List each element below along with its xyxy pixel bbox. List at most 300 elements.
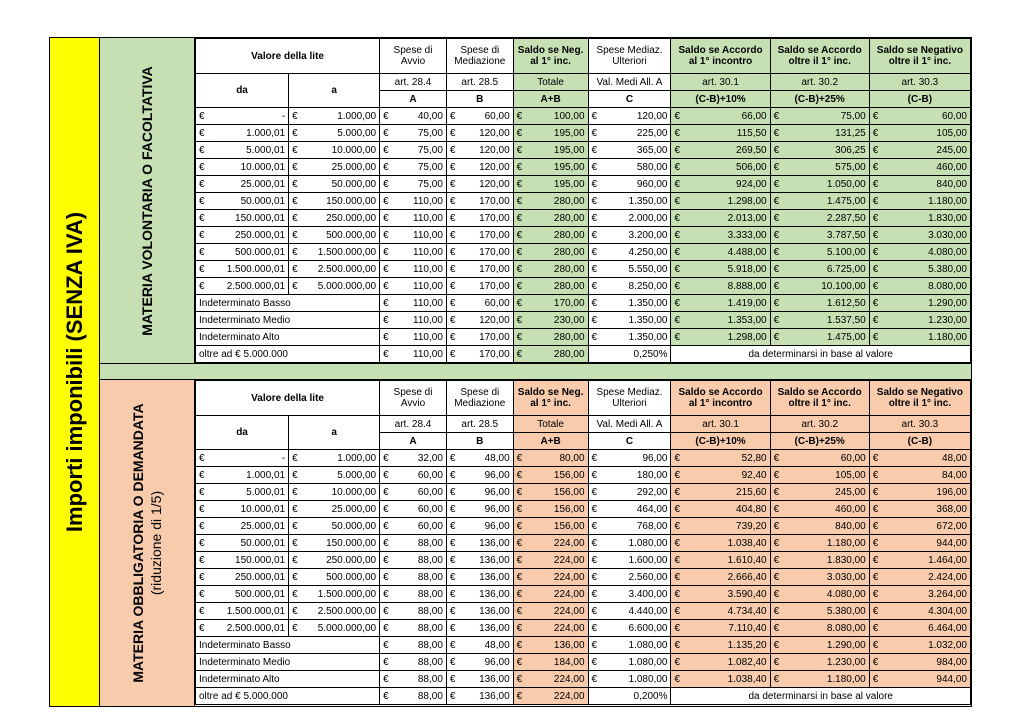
value-cell <box>513 518 588 535</box>
value-cell <box>289 176 380 193</box>
value-cell <box>671 278 770 295</box>
currency-symbol: € <box>292 588 298 600</box>
amount: 365,00 <box>636 144 668 156</box>
currency-symbol: € <box>383 690 389 702</box>
currency-symbol: € <box>292 178 298 190</box>
value-cell <box>513 329 588 346</box>
amount: 131,25 <box>835 127 866 139</box>
amount: 306,25 <box>835 144 866 156</box>
currency-symbol: € <box>872 246 879 258</box>
value-cell <box>671 535 770 552</box>
currency-symbol: € <box>674 246 681 258</box>
value-cell <box>671 312 770 329</box>
currency-symbol: € <box>872 486 879 498</box>
amount: 224,00 <box>553 554 585 566</box>
value-cell <box>446 244 513 261</box>
currency-symbol: € <box>591 263 598 275</box>
currency-symbol: € <box>674 314 681 326</box>
currency-symbol: € <box>449 229 456 241</box>
value-cell <box>869 535 970 552</box>
currency-symbol: € <box>591 639 598 651</box>
header-formula: (C-B) <box>869 433 970 450</box>
currency-symbol: € <box>674 144 681 156</box>
value-cell <box>770 278 869 295</box>
currency-symbol: € <box>199 280 205 292</box>
value-cell <box>869 569 970 586</box>
header-row <box>196 381 971 416</box>
currency-symbol: € <box>449 314 456 326</box>
currency-symbol: € <box>199 229 205 241</box>
value-cell <box>446 552 513 569</box>
currency-symbol: € <box>292 452 298 464</box>
value-cell <box>671 654 770 671</box>
amount: 500.000,00 <box>326 571 377 583</box>
value-cell <box>446 312 513 329</box>
currency-symbol: € <box>872 195 879 207</box>
table-row <box>196 278 971 295</box>
value-cell <box>380 518 447 535</box>
amount: 1.000,00 <box>337 110 377 122</box>
value-cell <box>380 535 447 552</box>
value-cell <box>196 535 289 552</box>
value-cell <box>770 637 869 654</box>
header-formula: (C-B)+10% <box>671 91 770 108</box>
value-cell <box>380 346 447 363</box>
amount: 500.000,01 <box>235 588 286 600</box>
amount: 110,00 <box>413 331 443 343</box>
currency-symbol: € <box>674 639 681 651</box>
value-cell <box>671 467 770 484</box>
value-cell <box>380 467 447 484</box>
section-label-top <box>100 38 195 363</box>
amount: 10.000,01 <box>240 503 286 515</box>
section-top-title: MATERIA VOLONTARIA O FACOLTATIVA <box>139 65 155 336</box>
main-title: Importi imponibili (SENZA IVA) <box>62 211 87 533</box>
amount: 1.290,00 <box>826 639 866 651</box>
header-formula: B <box>446 91 513 108</box>
currency-symbol: € <box>516 195 523 207</box>
table-row-indeterminato <box>196 295 971 312</box>
value-cell <box>380 484 447 501</box>
value-cell <box>588 312 671 329</box>
amount: 10.000,00 <box>331 144 377 156</box>
amount: 1.050,00 <box>826 178 866 190</box>
fee-schedule-document <box>49 37 972 707</box>
amount: 120,00 <box>479 144 510 156</box>
value-cell <box>588 620 671 637</box>
amount: 1.038,40 <box>727 537 767 549</box>
header-spese-avvio-line1: Spese di <box>393 45 433 56</box>
currency-symbol: € <box>449 280 456 292</box>
currency-symbol: € <box>199 263 205 275</box>
currency-symbol: € <box>516 520 523 532</box>
amount: 224,00 <box>553 537 585 549</box>
amount: 88,00 <box>417 605 443 617</box>
header-saldo-acc2-line2: oltre il 1° inc. <box>788 398 851 409</box>
value-cell <box>446 125 513 142</box>
currency-symbol: € <box>199 212 205 224</box>
currency-symbol: € <box>516 212 523 224</box>
currency-symbol: € <box>199 469 205 481</box>
amount: 1.298,00 <box>727 195 767 207</box>
currency-symbol: € <box>383 246 389 258</box>
header-saldo-neg <box>513 381 588 416</box>
header-article: Totale <box>513 74 588 91</box>
header-spese-mediaz-line2: Ulteriori <box>612 398 647 409</box>
currency-symbol: € <box>292 537 298 549</box>
amount: 48,00 <box>941 452 967 464</box>
value-cell <box>513 176 588 193</box>
currency-symbol: € <box>872 452 879 464</box>
amount: 52,80 <box>741 452 767 464</box>
currency-symbol: € <box>872 537 879 549</box>
section-separator <box>100 363 971 380</box>
value-cell <box>289 518 380 535</box>
amount: 156,00 <box>553 503 585 515</box>
header-valore-lite: Valore della lite <box>196 381 380 416</box>
value-cell <box>380 586 447 603</box>
currency-symbol: € <box>591 656 598 668</box>
currency-symbol: € <box>773 622 780 634</box>
currency-symbol: € <box>773 195 780 207</box>
table-row <box>196 193 971 210</box>
currency-symbol: € <box>449 588 456 600</box>
header-article: art. 28.5 <box>446 416 513 433</box>
currency-symbol: € <box>872 656 879 668</box>
currency-symbol: € <box>383 195 389 207</box>
currency-symbol: € <box>773 212 780 224</box>
value-cell <box>446 467 513 484</box>
currency-symbol: € <box>199 520 205 532</box>
currency-symbol: € <box>292 127 298 139</box>
currency-symbol: € <box>383 263 389 275</box>
value-cell <box>869 518 970 535</box>
value-cell <box>196 569 289 586</box>
value-cell <box>588 108 671 125</box>
header-spese-mediaz-line2: Ulteriori <box>612 56 647 67</box>
amount: 1.500.000,00 <box>317 246 377 258</box>
currency-symbol: € <box>674 110 681 122</box>
value-cell <box>869 586 970 603</box>
amount: 75,00 <box>417 178 443 190</box>
currency-symbol: € <box>449 263 456 275</box>
currency-symbol: € <box>872 554 879 566</box>
table-row <box>196 501 971 518</box>
amount: 2.000,00 <box>628 212 668 224</box>
currency-symbol: € <box>773 110 780 122</box>
header-formula: (C-B)+25% <box>770 91 869 108</box>
amount: 195,00 <box>553 144 585 156</box>
currency-symbol: € <box>674 469 681 481</box>
currency-symbol: € <box>449 348 456 360</box>
table-row <box>196 227 971 244</box>
amount: 80,00 <box>559 452 585 464</box>
amount: 3.400,00 <box>628 588 668 600</box>
amount: 280,00 <box>553 348 585 360</box>
amount: 1.180,00 <box>928 331 967 343</box>
currency-symbol: € <box>383 229 389 241</box>
header-saldo-neg2-line1: Saldo se Negativo <box>876 45 963 56</box>
amount: 75,00 <box>417 127 443 139</box>
currency-symbol: € <box>516 639 523 651</box>
value-cell <box>770 484 869 501</box>
value-cell <box>671 518 770 535</box>
currency-symbol: € <box>383 554 389 566</box>
currency-symbol: € <box>449 673 456 685</box>
value-cell <box>588 227 671 244</box>
amount: 224,00 <box>553 605 585 617</box>
header-formula: (C-B)+25% <box>770 433 869 450</box>
header-article: art. 30.2 <box>770 416 869 433</box>
currency-symbol: € <box>591 605 598 617</box>
currency-symbol: € <box>516 144 523 156</box>
value-cell <box>446 620 513 637</box>
value-cell <box>446 295 513 312</box>
value-cell <box>289 450 380 467</box>
currency-symbol: € <box>516 110 523 122</box>
value-cell <box>513 125 588 142</box>
section-label-bottom <box>100 380 195 706</box>
currency-symbol: € <box>199 127 205 139</box>
value-cell <box>513 278 588 295</box>
currency-symbol: € <box>383 110 389 122</box>
amount: 5.000,00 <box>337 469 377 481</box>
table-row <box>196 620 971 637</box>
currency-symbol: € <box>292 554 298 566</box>
value-cell <box>289 501 380 518</box>
value-cell <box>869 501 970 518</box>
currency-symbol: € <box>292 280 298 292</box>
amount: 150.000,01 <box>235 212 286 224</box>
currency-symbol: € <box>516 537 523 549</box>
currency-symbol: € <box>516 503 523 515</box>
header-spese-med-line2: Mediazione <box>454 56 506 67</box>
currency-symbol: € <box>872 588 879 600</box>
amount: 25.000,00 <box>331 161 377 173</box>
amount: 150.000,01 <box>235 554 286 566</box>
currency-symbol: € <box>516 690 523 702</box>
amount: 250.000,00 <box>326 212 377 224</box>
amount: 280,00 <box>553 263 585 275</box>
header-saldo-neg <box>513 39 588 74</box>
currency-symbol: € <box>516 297 523 309</box>
currency-symbol: € <box>674 178 681 190</box>
amount: 230,00 <box>553 314 585 326</box>
value-cell <box>770 329 869 346</box>
value-cell <box>671 484 770 501</box>
amount: 110,00 <box>413 195 443 207</box>
table-row-indeterminato <box>196 637 971 654</box>
value-cell <box>513 637 588 654</box>
header-row <box>196 416 971 433</box>
amount: 269,50 <box>736 144 767 156</box>
table-row <box>196 603 971 620</box>
percent-cell: 0,250% <box>588 346 671 363</box>
amount: 1.000,01 <box>246 469 286 481</box>
value-cell <box>671 637 770 654</box>
table-row <box>196 261 971 278</box>
amount: 224,00 <box>553 571 585 583</box>
header-saldo-acc2-line1: Saldo se Accordo <box>777 45 862 56</box>
value-cell <box>380 176 447 193</box>
currency-symbol: € <box>674 297 681 309</box>
header-spese-med-line2: Mediazione <box>454 398 506 409</box>
currency-symbol: € <box>383 520 389 532</box>
header-formula: A+B <box>513 433 588 450</box>
value-cell <box>869 620 970 637</box>
amount: 120,00 <box>479 127 510 139</box>
value-cell <box>770 467 869 484</box>
currency-symbol: € <box>591 280 598 292</box>
amount: 110,00 <box>413 297 443 309</box>
amount: 196,00 <box>936 486 967 498</box>
amount: 1.135,20 <box>727 639 767 651</box>
amount: 170,00 <box>479 195 510 207</box>
value-cell <box>380 227 447 244</box>
amount: 280,00 <box>553 246 585 258</box>
value-cell <box>588 329 671 346</box>
amount: 1.419,00 <box>727 297 767 309</box>
currency-symbol: € <box>674 280 681 292</box>
header-row <box>196 74 971 91</box>
currency-symbol: € <box>773 673 780 685</box>
table-row <box>196 210 971 227</box>
value-cell <box>513 142 588 159</box>
currency-symbol: € <box>516 605 523 617</box>
currency-symbol: € <box>674 554 681 566</box>
amount: 2.013,00 <box>727 212 767 224</box>
currency-symbol: € <box>383 537 389 549</box>
header-saldo-acc2 <box>770 39 869 74</box>
value-cell <box>289 535 380 552</box>
value-cell <box>671 210 770 227</box>
value-cell <box>446 535 513 552</box>
currency-symbol: € <box>872 639 879 651</box>
amount: 1.230,00 <box>826 656 866 668</box>
amount: 60,00 <box>941 110 967 122</box>
value-cell <box>869 603 970 620</box>
amount: 3.030,00 <box>928 229 967 241</box>
currency-symbol: € <box>591 178 598 190</box>
amount: 672,00 <box>936 520 967 532</box>
value-cell <box>196 620 289 637</box>
value-cell <box>289 484 380 501</box>
currency-symbol: € <box>674 605 681 617</box>
currency-symbol: € <box>516 178 523 190</box>
amount: - <box>281 110 286 122</box>
amount: 250.000,01 <box>235 571 286 583</box>
value-cell <box>770 159 869 176</box>
amount: 96,00 <box>484 520 510 532</box>
amount: 88,00 <box>417 588 443 600</box>
amount: 88,00 <box>417 639 443 651</box>
oltre-label: oltre ad € 5.000.000 <box>196 688 380 705</box>
amount: 110,00 <box>413 280 443 292</box>
currency-symbol: € <box>383 639 389 651</box>
amount: - <box>281 452 286 464</box>
amount: 40,00 <box>417 110 443 122</box>
value-cell <box>588 518 671 535</box>
header-a: a <box>289 74 380 108</box>
amount: 739,20 <box>736 520 767 532</box>
value-cell <box>380 450 447 467</box>
currency-symbol: € <box>516 588 523 600</box>
value-cell <box>770 108 869 125</box>
value-cell <box>380 193 447 210</box>
value-cell <box>770 312 869 329</box>
value-cell <box>588 467 671 484</box>
fee-table-mandatory <box>195 380 971 705</box>
amount: 88,00 <box>417 656 443 668</box>
indeterminato-label: Indeterminato Medio <box>196 654 380 671</box>
value-cell <box>446 346 513 363</box>
value-cell <box>869 108 970 125</box>
value-cell <box>869 125 970 142</box>
currency-symbol: € <box>516 246 523 258</box>
value-cell <box>289 620 380 637</box>
currency-symbol: € <box>674 656 681 668</box>
currency-symbol: € <box>674 571 681 583</box>
currency-symbol: € <box>591 127 598 139</box>
amount: 170,00 <box>479 263 510 275</box>
value-cell <box>869 278 970 295</box>
currency-symbol: € <box>591 314 598 326</box>
currency-symbol: € <box>516 314 523 326</box>
value-cell <box>446 518 513 535</box>
currency-symbol: € <box>516 229 523 241</box>
header-saldo-acc1-line2: al 1° incontro <box>688 56 753 67</box>
currency-symbol: € <box>449 212 456 224</box>
value-cell <box>588 586 671 603</box>
value-cell <box>380 501 447 518</box>
amount: 5.918,00 <box>727 263 767 275</box>
amount: 924,00 <box>736 178 767 190</box>
amount: 840,00 <box>936 178 967 190</box>
currency-symbol: € <box>516 469 523 481</box>
value-cell <box>513 501 588 518</box>
amount: 2.500.000,01 <box>226 280 286 292</box>
amount: 136,00 <box>479 690 510 702</box>
currency-symbol: € <box>292 605 298 617</box>
amount: 88,00 <box>417 690 443 702</box>
value-cell <box>380 654 447 671</box>
value-cell <box>196 210 289 227</box>
amount: 1.350,00 <box>628 195 668 207</box>
currency-symbol: € <box>292 110 298 122</box>
value-cell <box>380 569 447 586</box>
currency-symbol: € <box>199 588 205 600</box>
amount: 96,00 <box>484 469 510 481</box>
currency-symbol: € <box>773 588 780 600</box>
value-cell <box>289 125 380 142</box>
amount: 50.000,00 <box>331 178 377 190</box>
value-cell <box>671 603 770 620</box>
currency-symbol: € <box>591 246 598 258</box>
currency-symbol: € <box>449 195 456 207</box>
value-cell <box>196 159 289 176</box>
currency-symbol: € <box>292 246 298 258</box>
currency-symbol: € <box>872 212 879 224</box>
value-cell <box>513 620 588 637</box>
value-cell <box>196 193 289 210</box>
amount: 60,00 <box>417 486 443 498</box>
amount: 404,80 <box>736 503 767 515</box>
amount: 120,00 <box>479 161 510 173</box>
amount: 1.610,40 <box>727 554 767 566</box>
currency-symbol: € <box>449 161 456 173</box>
value-cell <box>869 450 970 467</box>
currency-symbol: € <box>591 486 598 498</box>
